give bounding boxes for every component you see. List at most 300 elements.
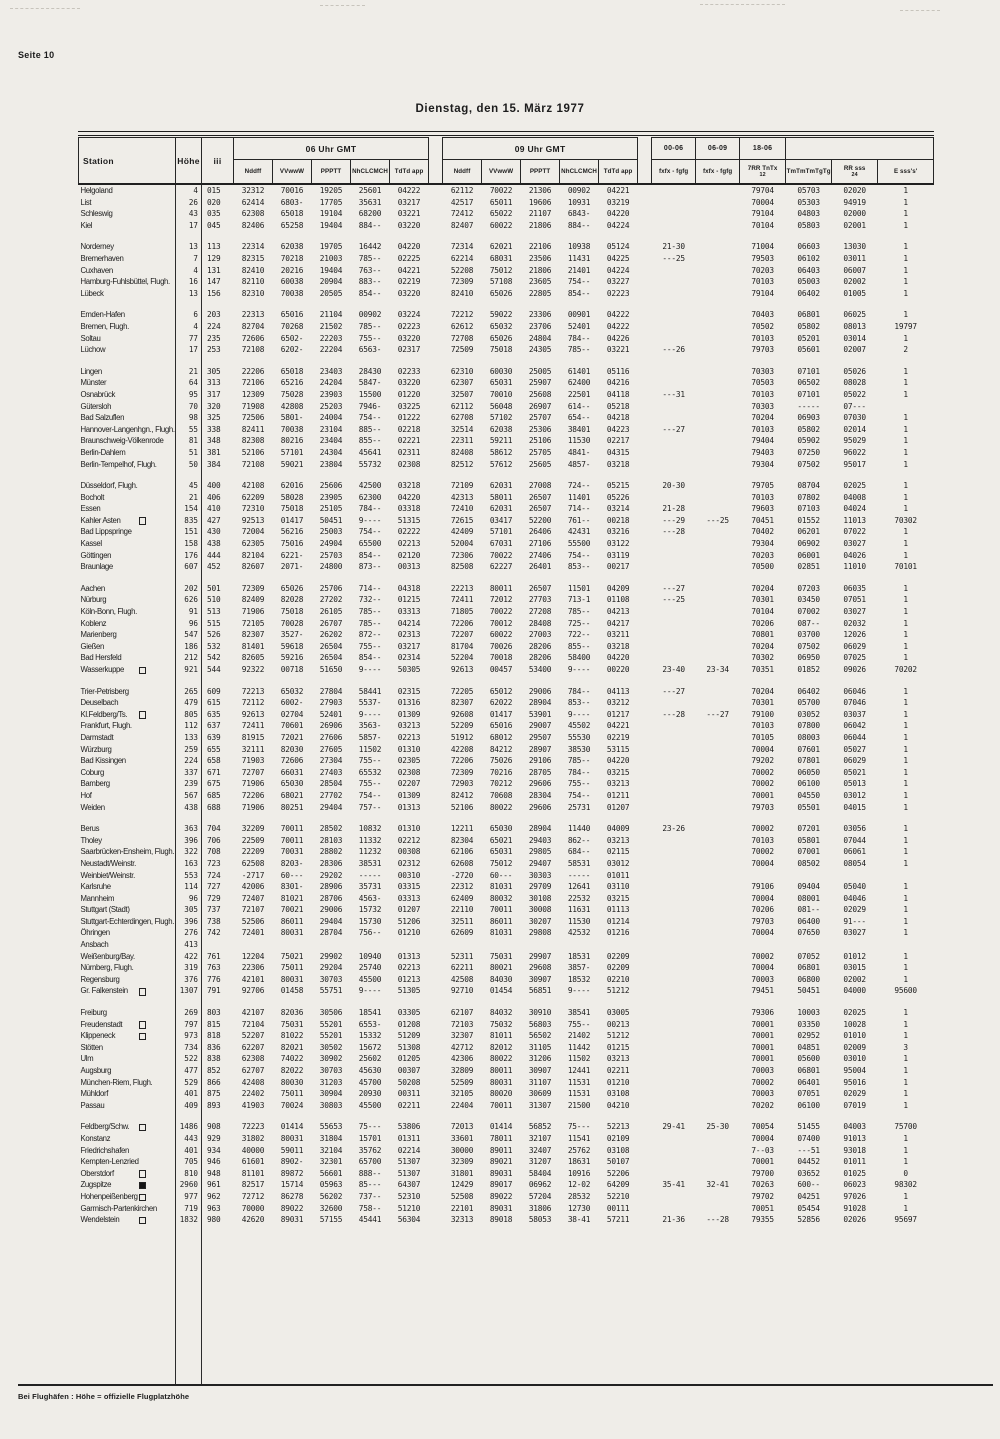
summary-value: ---27 [706, 709, 729, 719]
obs-06utc-value: 52207 [241, 1031, 265, 1041]
obs-09utc-value: 12730 [567, 1203, 591, 1213]
obs-09utc-value: 614-- [567, 401, 591, 411]
iii-value: 203 [207, 310, 221, 320]
station-label: Klippeneck [80, 1031, 116, 1041]
station-row [79, 846, 934, 858]
summary-value: 79104 [751, 209, 774, 219]
summary-value: 08054 [843, 858, 866, 868]
station-row [79, 916, 934, 928]
station-row [79, 904, 934, 916]
summary-value: 1 [903, 618, 908, 628]
station-name [79, 401, 176, 413]
obs-09utc-value: 28705 [528, 767, 552, 777]
obs-06utc-value: 01310 [397, 824, 421, 834]
station-label: Wasserkuppe [80, 665, 125, 675]
iii-value: 671 [207, 767, 221, 777]
summary-value: 70351 [751, 665, 774, 675]
obs-06utc-value: 62038 [280, 242, 304, 252]
obs-06utc-value: 03313 [397, 893, 421, 903]
summary-value: 79355 [751, 1215, 774, 1225]
summary-value [696, 697, 740, 709]
summary-value: ---28 [706, 1215, 729, 1225]
station-row [79, 1191, 934, 1203]
obs-06utc-value: 22203 [319, 333, 343, 343]
obs-06utc-value: 732-- [358, 595, 382, 605]
summary-value: 1 [903, 378, 908, 388]
obs-09utc-value: 52401 [567, 321, 591, 331]
station-name [79, 594, 176, 606]
obs-09utc-value: 30910 [528, 1008, 552, 1018]
summary-value: 1 [903, 209, 908, 219]
station-row [79, 594, 934, 606]
summary-value: 70502 [751, 321, 774, 331]
obs-09utc-value: 11440 [567, 824, 591, 834]
summary-value: 1 [903, 254, 908, 264]
column-spacer [429, 561, 443, 573]
obs-09utc-value: 58400 [567, 653, 591, 663]
obs-09utc-value: 02217 [606, 436, 630, 446]
column-spacer [638, 709, 652, 721]
obs-06utc-value: 82307 [241, 630, 265, 640]
summary-value [652, 744, 696, 756]
summary-value: 1 [903, 220, 908, 230]
summary-value [652, 951, 696, 963]
obs-09utc-value: 55500 [567, 539, 591, 549]
obs-09utc-value: 784-- [567, 333, 591, 343]
obs-06utc-value: 29404 [319, 916, 343, 926]
summary-value: 06023 [843, 1180, 866, 1190]
summary-value [652, 184, 696, 197]
station-height: 376 [176, 974, 202, 986]
summary-value: 70103 [751, 721, 774, 731]
column-spacer [429, 755, 443, 767]
obs-09utc-value: 785-- [567, 345, 591, 355]
summary-value: 06042 [843, 721, 866, 731]
obs-06utc-value: 21502 [319, 321, 343, 331]
spacer [176, 299, 202, 309]
station-name [79, 1019, 176, 1031]
column-spacer [638, 1133, 652, 1145]
obs-09utc-value: 02209 [606, 951, 630, 961]
obs-06utc-value: 01207 [397, 905, 421, 915]
summary-value [696, 641, 740, 653]
summary-value [652, 1133, 696, 1145]
obs-09utc-value: 11442 [567, 1042, 591, 1052]
summary-value: 98302 [894, 1180, 917, 1190]
station-height: 973 [176, 1030, 202, 1042]
column-spacer [429, 790, 443, 802]
obs-09utc-value: 22532 [567, 893, 591, 903]
obs-09utc-value: 30008 [528, 905, 552, 915]
obs-06utc-value: 59021 [280, 459, 304, 469]
obs-09utc-value: 05218 [606, 401, 630, 411]
station-row [79, 1203, 934, 1215]
obs-09utc-value: 32511 [450, 916, 474, 926]
station-label: Hof [80, 790, 92, 800]
obs-09utc-value: 22404 [450, 1100, 474, 1110]
obs-06utc-value: 01220 [397, 389, 421, 399]
summary-value: 02032 [843, 618, 866, 628]
obs-09utc-value: 853-- [567, 698, 591, 708]
obs-06utc-value: 23905 [319, 492, 343, 502]
iii-value: 224 [207, 321, 221, 331]
summary-value: 1 [903, 539, 908, 549]
obs-09utc-value: 62022 [489, 698, 513, 708]
station-height: 2960 [176, 1179, 202, 1191]
obs-06utc-value: 65018 [280, 366, 304, 376]
summary-value: 79104 [751, 288, 774, 298]
obs-09utc-value: 02210 [606, 974, 630, 984]
obs-06utc-value: 56304 [397, 1215, 421, 1225]
obs-06utc-value: 62508 [241, 858, 265, 868]
obs-09utc-value: 04216 [606, 378, 630, 388]
obs-06utc-value: 80216 [280, 436, 304, 446]
summary-value [652, 208, 696, 220]
column-spacer [429, 344, 443, 356]
summary-value: 1 [903, 459, 908, 469]
summary-value: 70301 [751, 698, 774, 708]
summary-value: 79202 [751, 756, 774, 766]
station-row [79, 197, 934, 209]
obs-09utc-value: 755-- [567, 1019, 591, 1029]
station-height: 477 [176, 1065, 202, 1077]
station-row [79, 720, 934, 732]
summary-value: 1 [903, 641, 908, 651]
column-spacer [638, 893, 652, 905]
obs-09utc-value: 22101 [450, 1203, 474, 1213]
column-spacer [429, 1088, 443, 1100]
column-spacer [638, 974, 652, 986]
obs-06utc-value: 27606 [319, 732, 343, 742]
column-spacer [638, 1053, 652, 1065]
summary-value: 04803 [797, 209, 820, 219]
obs-09utc-value: 28907 [528, 744, 552, 754]
station-name [79, 1053, 176, 1065]
column-spacer [429, 916, 443, 928]
station-height: 797 [176, 1019, 202, 1031]
obs-09utc-value: 9---- [567, 986, 591, 996]
obs-09utc-value: 28904 [528, 824, 552, 834]
obs-09utc-value: 03216 [606, 527, 630, 537]
column-spacer [638, 1077, 652, 1089]
station-label: Weißenburg/Bay. [80, 951, 135, 961]
obs-09utc-value: 785-- [567, 607, 591, 617]
station-height: 734 [176, 1042, 202, 1054]
summary-value [652, 778, 696, 790]
iii-value: 147 [207, 277, 221, 287]
col-header-nddff-09: Nddff [443, 160, 482, 185]
summary-value [652, 309, 696, 321]
obs-09utc-value: 03110 [606, 882, 630, 892]
station-name [79, 492, 176, 504]
column-spacer [638, 1065, 652, 1077]
obs-06utc-value: 70038 [280, 288, 304, 298]
spacer [202, 813, 740, 823]
summary-value [652, 1191, 696, 1203]
obs-09utc-value: 6843- [567, 209, 591, 219]
obs-06utc-value: 72108 [241, 345, 265, 355]
obs-09utc-value: 03005 [606, 1008, 630, 1018]
summary-value: 06801 [797, 310, 820, 320]
station-label: Nürburg [80, 595, 107, 605]
summary-value [696, 1168, 740, 1180]
summary-value: 04015 [843, 802, 866, 812]
column-spacer [638, 1145, 652, 1157]
obs-09utc-value: 27703 [528, 595, 552, 605]
obs-06utc-value: 92322 [241, 665, 265, 675]
iii-value: 946 [207, 1157, 221, 1167]
obs-09utc-value: 04226 [606, 333, 630, 343]
obs-09utc-value: 12-02 [567, 1180, 591, 1190]
column-spacer [429, 594, 443, 606]
station-row [79, 321, 934, 333]
spacer [202, 231, 740, 241]
station-height: 401 [176, 1088, 202, 1100]
summary-value: 70206 [751, 905, 774, 915]
station-row [79, 1088, 934, 1100]
station-height: 21 [176, 366, 202, 378]
obs-06utc-value: 75018 [280, 607, 304, 617]
summary-value: 05703 [797, 186, 820, 196]
station-height: 265 [176, 686, 202, 698]
obs-06utc-value: 51209 [397, 1031, 421, 1041]
obs-06utc-value: 70268 [280, 321, 304, 331]
summary-value: 03652 [797, 1168, 820, 1178]
iii-value: 020 [207, 197, 221, 207]
obs-09utc-value: 72309 [450, 277, 474, 287]
obs-06utc-value: 26707 [319, 618, 343, 628]
obs-09utc-value: 654-- [567, 413, 591, 423]
obs-06utc-value: 883-- [358, 277, 382, 287]
obs-09utc-value: 30907 [528, 1066, 552, 1076]
obs-06utc-value: 59011 [280, 1145, 304, 1155]
obs-06utc-value: 02312 [397, 858, 421, 868]
summary-value: 1 [903, 265, 908, 275]
summary-value: 1 [903, 744, 908, 754]
obs-09utc-value: 60--- [489, 870, 513, 880]
column-spacer [429, 138, 443, 185]
obs-09utc-value: 30303 [528, 870, 552, 880]
obs-06utc-value: 28306 [319, 858, 343, 868]
summary-value: 70403 [751, 310, 774, 320]
iii-value: 045 [207, 220, 221, 230]
group-spacer-row [79, 1111, 934, 1121]
obs-09utc-value: 61401 [567, 366, 591, 376]
station-name [79, 480, 176, 492]
summary-value [696, 985, 740, 997]
summary-value: 1 [903, 1031, 908, 1041]
obs-06utc-value: 31802 [241, 1133, 265, 1143]
obs-09utc-value: 04209 [606, 583, 630, 593]
station-height: 529 [176, 1077, 202, 1089]
obs-09utc-value: 52508 [450, 1191, 474, 1201]
obs-09utc-value: 26406 [528, 527, 552, 537]
spacer [176, 573, 202, 583]
obs-09utc-value: 28206 [528, 641, 552, 651]
column-spacer [638, 641, 652, 653]
obs-09utc-value: 84030 [489, 974, 513, 984]
obs-09utc-value: 65032 [489, 321, 513, 331]
summary-value: 79703 [751, 345, 774, 355]
obs-06utc-value: 756-- [358, 928, 382, 938]
summary-value: 25-30 [706, 1122, 729, 1132]
group-spacer-row [79, 356, 934, 366]
summary-value: 03011 [843, 254, 866, 264]
obs-06utc-value: 23403 [319, 366, 343, 376]
station-height: 45 [176, 480, 202, 492]
summary-value [652, 1019, 696, 1031]
station-row [79, 288, 934, 300]
obs-06utc-value: 22306 [241, 963, 265, 973]
obs-09utc-value: 01454 [489, 986, 513, 996]
station-name [79, 288, 176, 300]
obs-09utc-value: 82512 [450, 459, 474, 469]
station-marker-icon [139, 1170, 147, 1178]
station-height: 114 [176, 881, 202, 893]
summary-value: 03052 [797, 709, 820, 719]
obs-06utc-value: 92613 [241, 709, 265, 719]
summary-value [696, 550, 740, 562]
station-row [79, 985, 934, 997]
obs-09utc-value: 01211 [606, 790, 630, 800]
station-name [79, 686, 176, 698]
obs-06utc-value: 03220 [397, 220, 421, 230]
summary-value: 04851 [797, 1042, 820, 1052]
column-spacer [638, 846, 652, 858]
summary-value: 97026 [843, 1191, 866, 1201]
obs-09utc-value: 862-- [567, 835, 591, 845]
obs-06utc-value: 80251 [280, 802, 304, 812]
column-spacer [429, 276, 443, 288]
summary-value [652, 974, 696, 986]
col-header-station: Station [79, 138, 176, 185]
obs-09utc-value: 62608 [450, 858, 474, 868]
obs-06utc-value: 32600 [319, 1203, 343, 1213]
obs-09utc-value: 722-- [567, 630, 591, 640]
obs-06utc-value: 26202 [319, 630, 343, 640]
summary-value [652, 1053, 696, 1065]
obs-06utc-value: 82104 [241, 550, 265, 560]
obs-09utc-value: 28408 [528, 618, 552, 628]
obs-09utc-value: 01417 [489, 709, 513, 719]
summary-value [696, 435, 740, 447]
obs-06utc-value: 3563- [358, 721, 382, 731]
summary-value [696, 1191, 740, 1203]
obs-06utc-value: 5847- [358, 378, 382, 388]
summary-value [696, 561, 740, 573]
column-spacer [429, 881, 443, 893]
obs-06utc-value: 55201 [319, 1031, 343, 1041]
summary-value: 07250 [797, 447, 820, 457]
obs-06utc-value: 42108 [241, 481, 265, 491]
column-spacer [429, 893, 443, 905]
obs-06utc-value: 51305 [397, 986, 421, 996]
summary-value: 70500 [751, 562, 774, 572]
summary-value: 07019 [843, 1100, 866, 1110]
group-spacer-row [79, 1226, 934, 1384]
station-name [79, 208, 176, 220]
obs-09utc-value: 854-- [567, 288, 591, 298]
summary-value: 70002 [751, 1077, 774, 1087]
column-spacer [429, 492, 443, 504]
group-header-06utc: 06 Uhr GMT [234, 138, 429, 160]
obs-09utc-value: 22805 [528, 288, 552, 298]
summary-value [696, 732, 740, 744]
obs-06utc-value: 82411 [241, 424, 265, 434]
summary-value: 05600 [797, 1054, 820, 1064]
obs-09utc-value: 70022 [489, 607, 513, 617]
obs-06utc-value: 64307 [397, 1180, 421, 1190]
obs-09utc-value: 62107 [450, 1008, 474, 1018]
obs-06utc-value: 26504 [319, 641, 343, 651]
summary-value [652, 893, 696, 905]
station-name [79, 985, 176, 997]
obs-06utc-value: 20216 [280, 265, 304, 275]
column-spacer [638, 480, 652, 492]
iii-value: 815 [207, 1019, 221, 1029]
summary-value [696, 904, 740, 916]
obs-06utc-value: 19705 [319, 242, 343, 252]
station-name [79, 276, 176, 288]
obs-06utc-value: 65018 [280, 209, 304, 219]
summary-value: 1 [903, 790, 908, 800]
station-row [79, 492, 934, 504]
station-name [79, 606, 176, 618]
obs-06utc-value: 70011 [280, 824, 304, 834]
table-top-rule [78, 131, 934, 136]
obs-06utc-value: 19205 [319, 186, 343, 196]
summary-value [696, 424, 740, 436]
summary-value [696, 197, 740, 209]
obs-06utc-value: 42808 [280, 401, 304, 411]
obs-06utc-value: 03305 [397, 1008, 421, 1018]
obs-06utc-value: 02212 [397, 835, 421, 845]
station-label: Stuttgart (Stadt) [80, 905, 130, 915]
scan-artifact [320, 5, 365, 6]
obs-09utc-value: 10931 [567, 197, 591, 207]
obs-09utc-value: 29403 [528, 835, 552, 845]
obs-09utc-value: 31105 [528, 1042, 552, 1052]
obs-06utc-value: 89872 [280, 1168, 304, 1178]
obs-06utc-value [351, 939, 390, 951]
station-row [79, 778, 934, 790]
obs-06utc-value: 81021 [280, 893, 304, 903]
column-spacer [638, 652, 652, 664]
summary-value [696, 823, 740, 835]
obs-09utc-value: 55530 [567, 732, 591, 742]
obs-06utc-value: 15730 [358, 916, 382, 926]
summary-value: 1 [903, 630, 908, 640]
obs-09utc-value: 56852 [528, 1122, 552, 1132]
summary-value: 05026 [843, 366, 866, 376]
station-row [79, 458, 934, 470]
summary-value: 07044 [843, 835, 866, 845]
spacer [79, 299, 176, 309]
column-spacer [429, 583, 443, 595]
summary-value [696, 1042, 740, 1054]
station-label: Bocholt [80, 492, 105, 502]
station-name [79, 1156, 176, 1168]
column-spacer [429, 778, 443, 790]
station-row [79, 939, 934, 951]
obs-06utc-value: 01313 [397, 951, 421, 961]
station-label: Weiden [80, 802, 105, 812]
summary-value [696, 790, 740, 802]
summary-value: 95697 [894, 1215, 917, 1225]
station-label: Bad Lippspringe [80, 527, 132, 537]
obs-09utc-value: 32313 [450, 1215, 474, 1225]
station-label: Freudenstadt [80, 1019, 123, 1029]
